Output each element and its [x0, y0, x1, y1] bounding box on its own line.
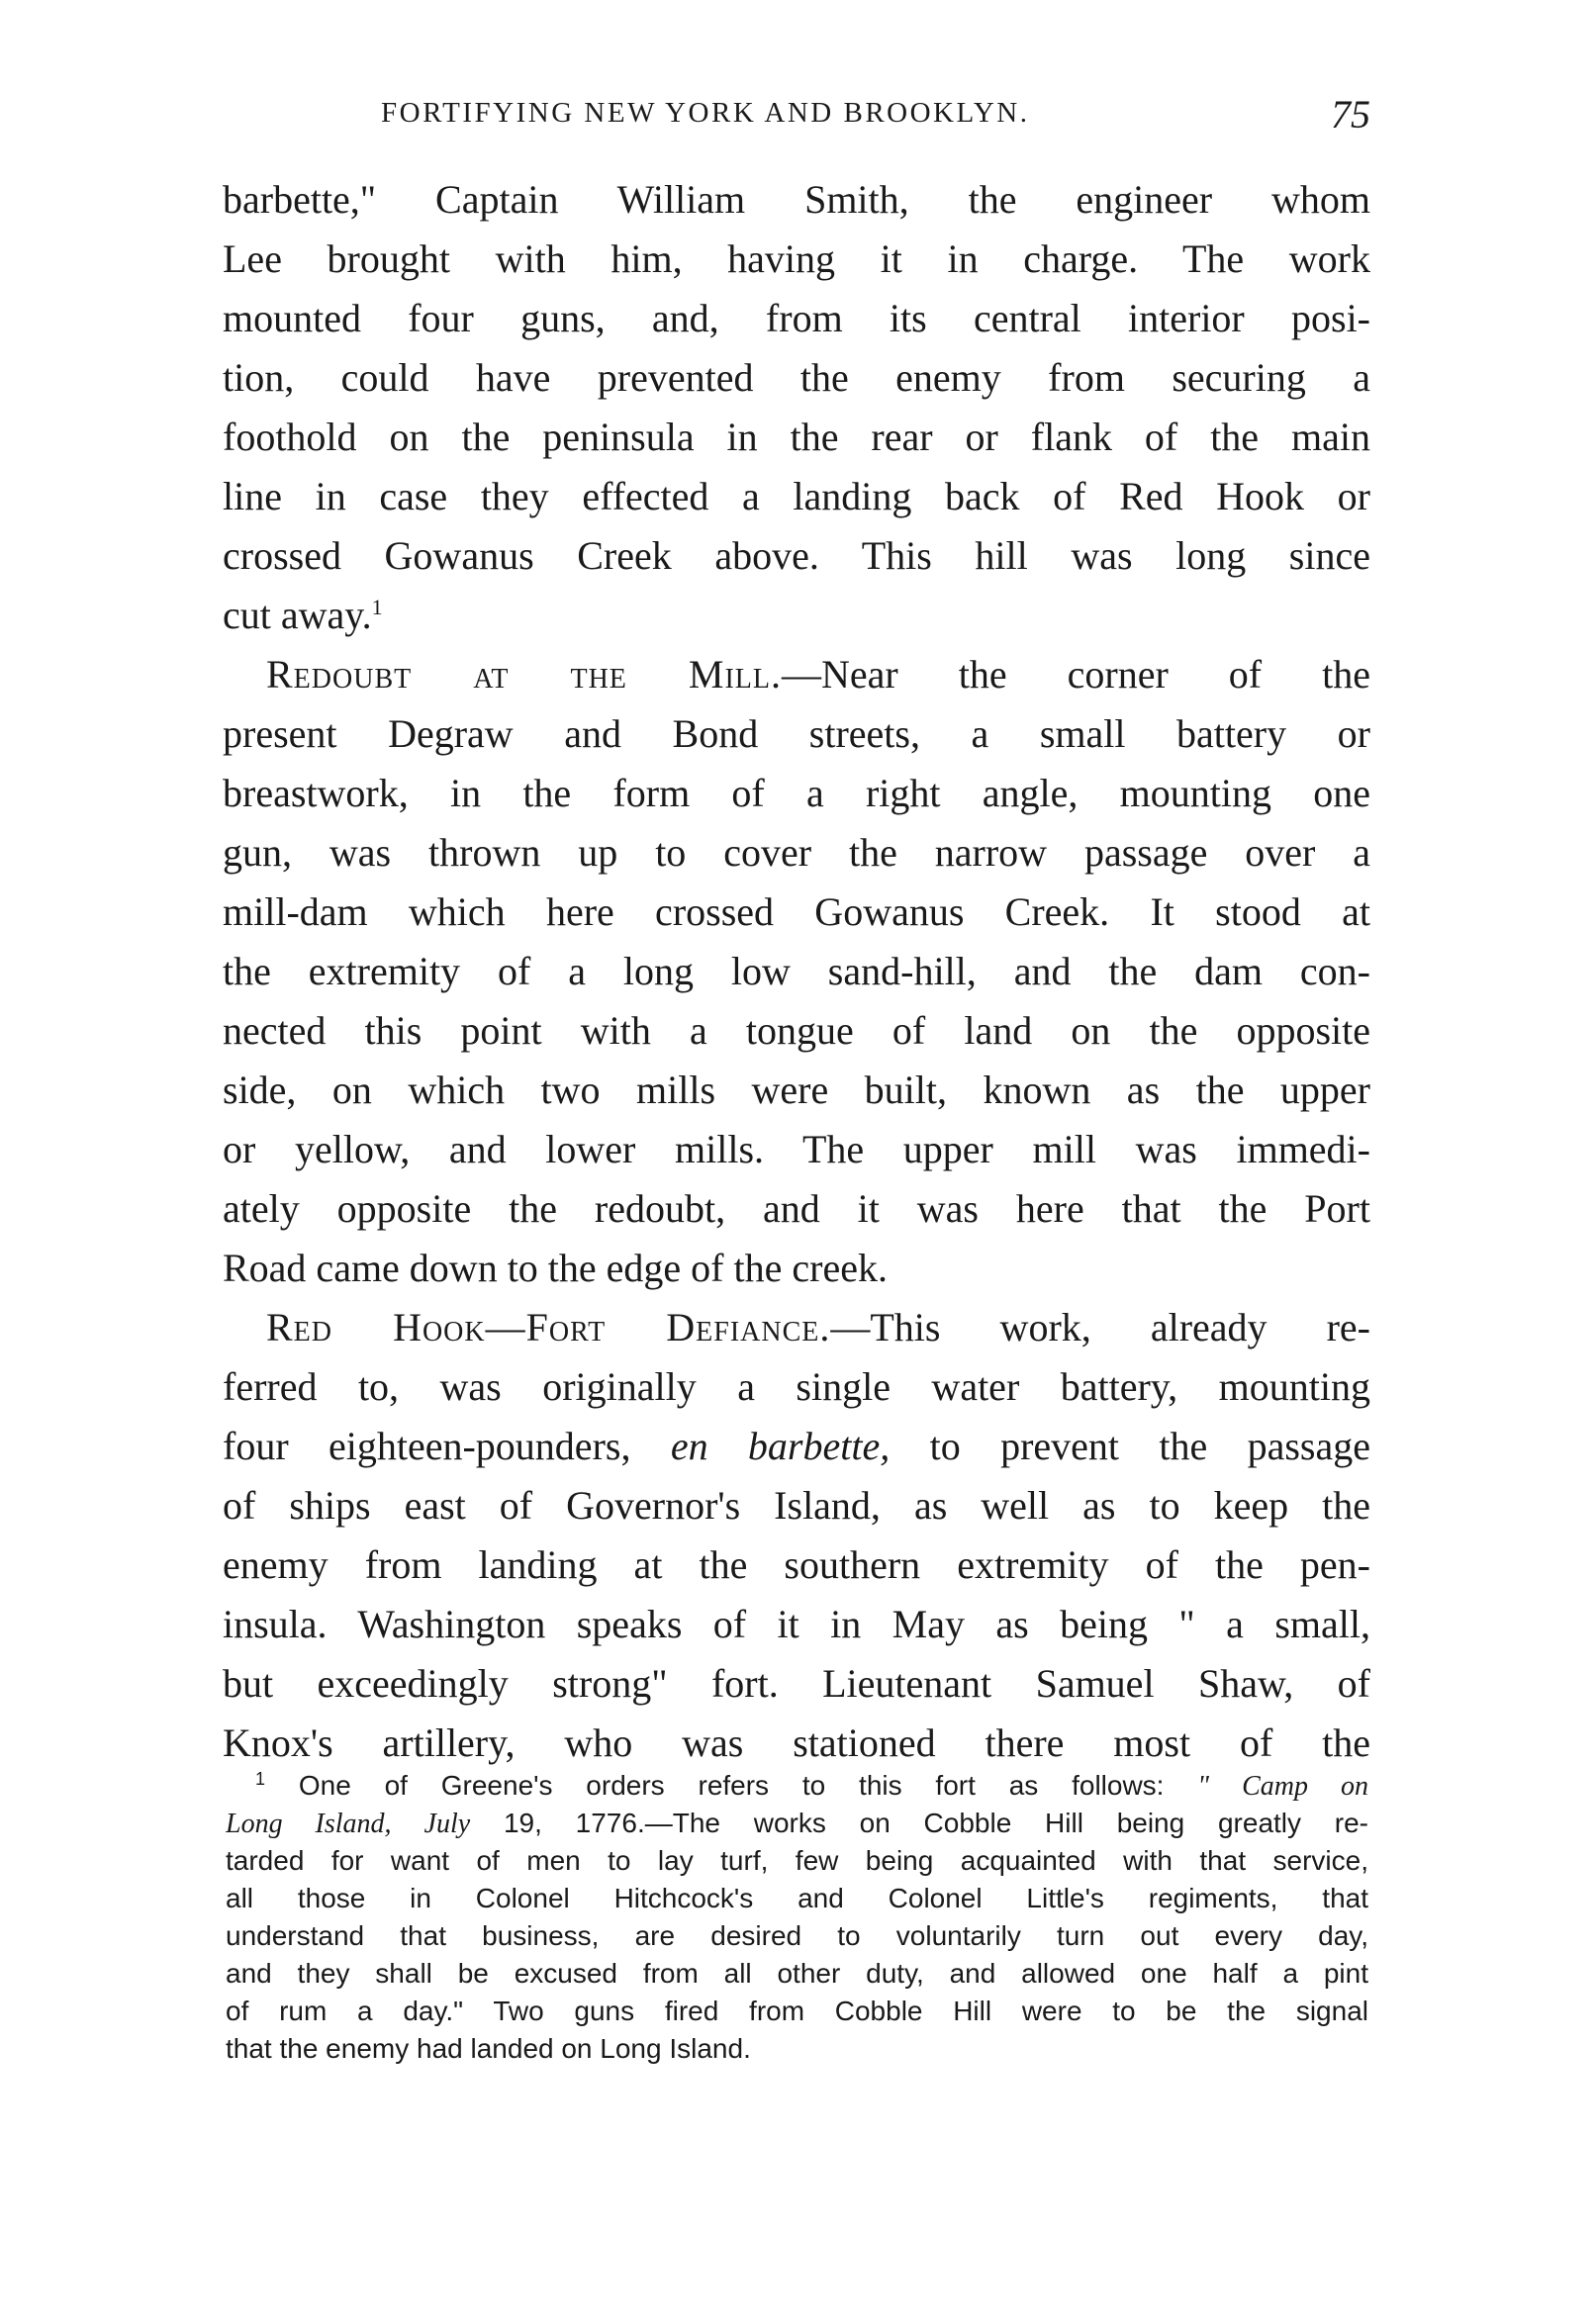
- text-line: foothold on the peninsula in the rear or flank of the main: [223, 415, 1370, 459]
- footnote-line: understand that business, are desired to voluntarily turn out every day,: [226, 1920, 1368, 1951]
- text-line: crossed Gowanus Creek above. This hill was long since: [223, 533, 1370, 578]
- text-line: [223, 645, 1370, 704]
- footnote-text: One of Greene's orders refers to this fort as follows:: [298, 1770, 1165, 1801]
- footnote-italic: Long Island, July: [226, 1809, 471, 1839]
- text-line: the extremity of a long low sand-hill, and the dam con-: [223, 949, 1370, 993]
- text-line: present Degraw and Bond streets, a small battery or: [223, 711, 1370, 756]
- footnote-line: [226, 1805, 1368, 1842]
- text-line: [223, 586, 1370, 645]
- text-line: enemy from landing at the southern extremity of the pen-: [223, 1542, 1370, 1587]
- text-line: nected this point with a tongue of land on the opposite: [223, 1008, 1370, 1053]
- text-line: of ships east of Governor's Island, as well as to keep the: [223, 1483, 1370, 1528]
- text-line: line in case they effected a landing back of Red Hook or: [223, 474, 1370, 518]
- text-line: but exceedingly strong" fort. Lieutenant Samuel Shaw, of: [223, 1661, 1370, 1706]
- footnote-number: 1: [255, 1769, 266, 1789]
- footnote: [226, 1767, 1368, 2068]
- line-text: to prevent the passage: [929, 1424, 1370, 1468]
- footnote-line: all those in Colonel Hitchcock's and Colonel Little's regiments, that: [226, 1883, 1368, 1913]
- line-text: cut away.: [223, 593, 372, 637]
- page-number: 75: [1331, 92, 1370, 137]
- running-header: [223, 91, 1378, 150]
- text-line: mill-dam which here crossed Gowanus Creek. It stood at: [223, 889, 1370, 934]
- footnote-line: and they shall be excused from all other duty, and allowed one half a pint: [226, 1958, 1368, 1989]
- running-title: FORTIFYING NEW YORK AND BROOKLYN.: [381, 97, 1030, 129]
- text-line: Lee brought with him, having it in charge. The work: [223, 236, 1370, 281]
- text-line: side, on which two mills were built, known as the upper: [223, 1068, 1370, 1112]
- text-line: tion, could have prevented the enemy from securing a: [223, 355, 1370, 400]
- footnote-italic: " Camp on: [1197, 1771, 1368, 1802]
- text-line: or yellow, and lower mills. The upper mill was immedi-: [223, 1127, 1370, 1171]
- italic-phrase: en barbette,: [670, 1424, 891, 1468]
- section-heading-red-hook: Red Hook—Fort Defiance.: [266, 1305, 831, 1349]
- footnote-line: tarded for want of men to lay turf, few being acquainted with that service,: [226, 1845, 1368, 1876]
- text-line: breastwork, in the form of a right angle, mounting one: [223, 771, 1370, 815]
- main-text: [223, 170, 1370, 1773]
- footnote-line: that the enemy had landed on Long Island.: [226, 2033, 751, 2064]
- text-line: barbette," Captain William Smith, the engineer whom: [223, 177, 1370, 222]
- footnote-line: [226, 1767, 1368, 1805]
- text-line: mounted four guns, and, from its central interior posi-: [223, 296, 1370, 340]
- footnote-text: 19, 1776.—The works on Cobble Hill being greatly re-: [503, 1808, 1368, 1838]
- text-line: Road came down to the edge of the creek.: [223, 1246, 888, 1290]
- footnote-line: of rum a day." Two guns fired from Cobble Hill were to be the signal: [226, 1996, 1368, 2026]
- line-text: —Near the corner of the: [782, 652, 1370, 697]
- line-text: four eighteen-pounders,: [223, 1424, 631, 1468]
- text-line: Knox's artillery, who was stationed there most of the: [223, 1720, 1370, 1765]
- text-line: ately opposite the redoubt, and it was here that the Port: [223, 1186, 1370, 1231]
- text-line: insula. Washington speaks of it in May as being " a small,: [223, 1602, 1370, 1646]
- line-text: —This work, already re-: [830, 1305, 1370, 1349]
- text-line: ferred to, was originally a single water battery, mounting: [223, 1364, 1370, 1409]
- text-line: [223, 1298, 1370, 1357]
- text-line: gun, was thrown up to cover the narrow passage over a: [223, 830, 1370, 875]
- text-line: [223, 1417, 1370, 1476]
- footnote-marker: 1: [371, 595, 383, 619]
- section-heading-redoubt: Redoubt at the Mill.: [266, 652, 783, 697]
